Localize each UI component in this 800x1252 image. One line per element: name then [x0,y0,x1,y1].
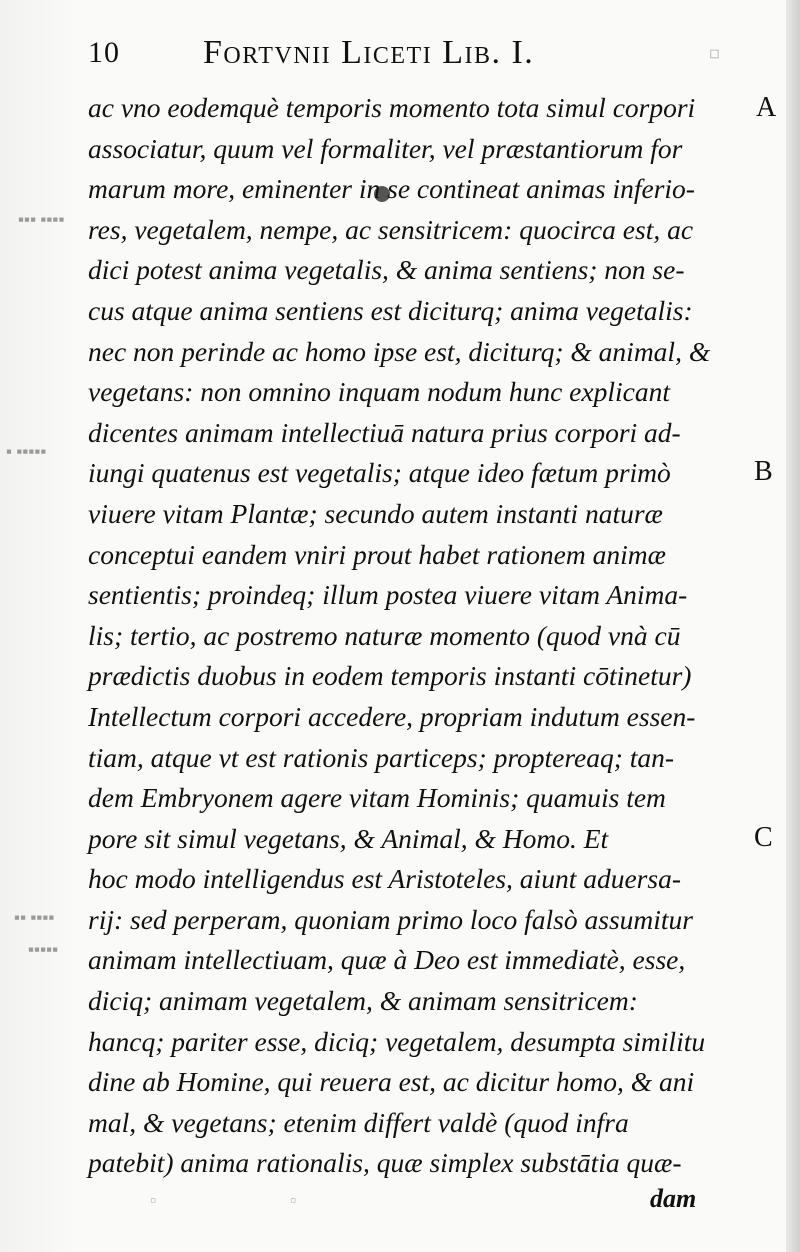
text-line: res, vegetalem, nempe, ac sensitricem: quocirca est, ac [88,213,694,245]
text-line: animam intellectiuam, quæ à Deo est immediatè, esse, [88,944,686,976]
text-line: mal, & vegetans; etenim differt valdè (quod infra [88,1106,629,1138]
text-line: ac vno eodemquè temporis momento tota simul corpori [88,92,696,123]
running-head: Fortvnii Liceti Lib. I. [203,34,535,71]
show-through-ink: ▪▪▪▪ ▪▪ [14,908,55,927]
show-through-ink: ▪▪▪▪▪ [28,940,59,959]
show-through-glyph: ▫ [290,1190,297,1210]
page-header [88,30,748,80]
text-line: sentientis; proindeq; illum postea viuere vitam Anima- [88,579,688,611]
text-line: rij: sed perperam, quoniam primo loco falsò assumitur [88,903,693,935]
margin-letter-b: B [754,456,773,487]
show-through-ink: ▪▪▪▪ ▪▪▪ [18,210,65,229]
text-line: Intellectum corpori accedere, propriam indutum essen- [88,700,696,732]
margin-letter-a: A [756,92,777,123]
show-through-ink: ▪▪▪▪▪ ▪ [6,442,47,461]
catchword: dam [650,1184,697,1213]
text-line: vegetans: non omnino inquam nodum hunc explicant [88,376,670,408]
text-line: lis; tertio, ac postremo naturæ momento (quod vnà cū [88,619,681,651]
margin-letter-c: C [754,822,773,853]
page-number: 10 [88,36,120,69]
text-line: dici potest anima vegetalis, & anima sentiens; non se- [88,254,685,286]
text-line: conceptui eandem vniri prout habet rationem animæ [88,538,666,570]
text-line: diciq; animam vegetalem, & animam sensitricem: [88,985,638,1017]
text-line: hancq; pariter esse, diciq; vegetalem, desumpta similitu [88,1025,706,1057]
text-line: nec non perinde ac homo ipse est, diciturq; & animal, & [88,335,711,367]
text-line: prædictis duobus in eodem temporis instanti cōtinetur) [88,660,692,692]
text-line: dem Embryonem agere vitam Hominis; quamuis tem [88,782,666,814]
page-edge-shadow [786,0,800,1252]
text-line: marum more, eminenter in se contineat animas inferio- [88,173,695,205]
show-through-glyph: ▫ [150,1190,157,1210]
text-line: pore sit simul vegetans, & Animal, & Homo. Et [88,822,609,854]
text-line: cus atque anima sentiens est diciturq; anima vegetalis: [88,294,693,326]
text-line: associatur, quum vel formaliter, vel præstantiorum for [88,132,683,164]
text-line: tiam, atque vt est rationis particeps; proptereaq; tan- [88,741,675,773]
text-line: viuere vitam Plantæ; secundo autem instanti naturæ [88,497,663,529]
text-line: hoc modo intelligendus est Aristoteles, aiunt aduersa- [88,863,681,895]
text-line: dine ab Homine, qui reuera est, ac dicitur homo, & ani [88,1066,695,1098]
text-line: dicentes animam intellectiuā natura prius corpori ad- [88,416,681,448]
gutter-shadow [0,0,78,1252]
text-line: iungi quatenus est vegetalis; atque ideo fætum primò [88,457,671,489]
body-text [88,88,748,1184]
show-through-glyph: ▫ [708,33,722,73]
text-line: patebit) anima rationalis, quæ simplex substātia quæ- [88,1147,682,1179]
